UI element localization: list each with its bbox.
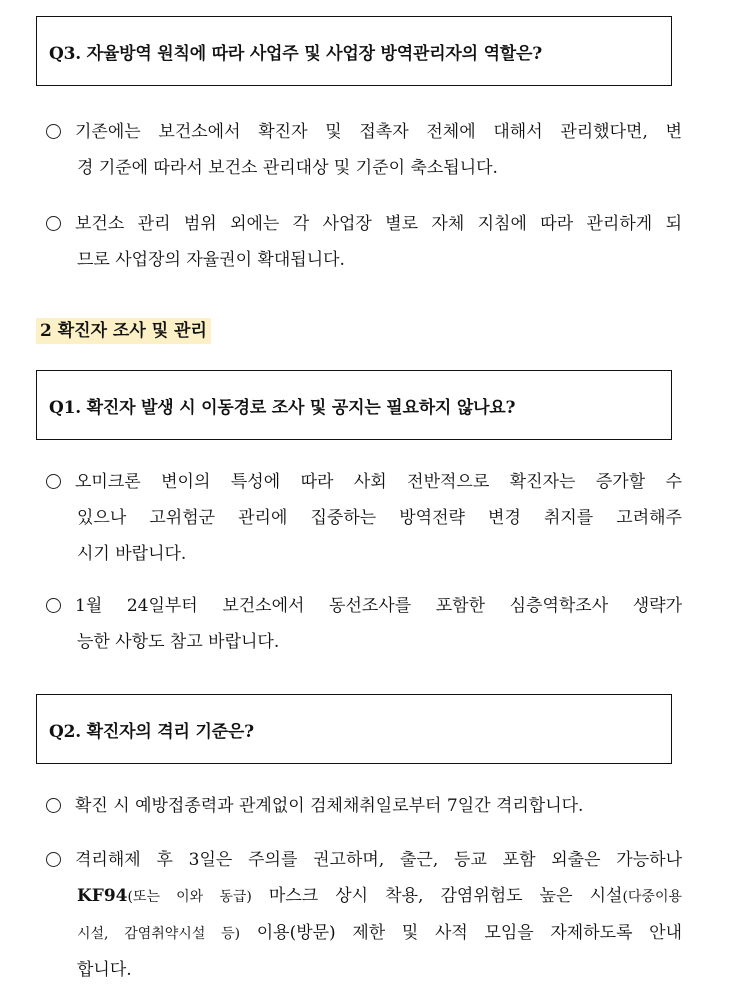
question-box-q1: [36, 370, 672, 440]
answer-text-small: 시설, 감염취약시설 등): [77, 926, 241, 942]
list-item: [46, 464, 682, 572]
list-item: [46, 206, 682, 278]
answer-text-small: (또는 이와 동급): [127, 889, 252, 905]
list-item: [46, 588, 682, 660]
answer-text: 이용(방문) 제한 및 사적 모임을 자제하도록 안내: [240, 923, 683, 943]
answer-text: 1월 24일부터 보건소에서 동선조사를 포함한 심층역학조사 생략가: [75, 596, 682, 616]
answer-line: [46, 878, 682, 915]
list-item: [46, 788, 682, 824]
list-item: [46, 114, 682, 186]
section-heading: [36, 318, 211, 344]
question-box-q3: [36, 16, 672, 86]
circle-bullet-icon: [46, 216, 61, 231]
question-q3: Q3. 자율방역 원칙에 따라 사업주 및 사업장 방역관리자의 역할은?: [49, 43, 543, 64]
question-q1: Q1. 확진자 발생 시 이동경로 조사 및 공지는 필요하지 않나요?: [49, 397, 516, 418]
answer-text-small: (다중이용: [622, 889, 682, 905]
circle-bullet-icon: [46, 598, 61, 613]
answer-text: 합니다.: [77, 960, 132, 980]
answer-text: 있으나 고위험군 관리에 집중하는 방역전략 변경 취지를 고려해주: [77, 508, 682, 528]
list-item: [46, 842, 682, 988]
answer-text: 므로 사업장의 자율권이 확대됩니다.: [77, 250, 345, 270]
question-box-q2: [36, 694, 672, 764]
mask-grade-text: KF94: [77, 886, 128, 906]
circle-bullet-icon: [46, 798, 61, 813]
circle-bullet-icon: [46, 852, 61, 867]
answer-text: 격리해제 후 3일은 주의를 권고하며, 출근, 등교 포함 외출은 가능하나: [75, 850, 682, 870]
answer-line: [46, 915, 682, 952]
answer-text: 경 기준에 따라서 보건소 관리대상 및 기준이 축소됩니다.: [77, 158, 498, 178]
answer-text: 보건소 관리 범위 외에는 각 사업장 별로 자체 지침에 따라 관리하게 되: [75, 214, 682, 234]
answer-text: 오미크론 변이의 특성에 따라 사회 전반적으로 확진자는 증가할 수: [75, 472, 682, 492]
circle-bullet-icon: [46, 124, 61, 139]
section-title: 2 확진자 조사 및 관리: [40, 321, 207, 341]
answer-text: 능한 사항도 참고 바랍니다.: [77, 632, 280, 652]
answer-text: 기존에는 보건소에서 확진자 및 접촉자 전체에 대해서 관리했다면, 변: [75, 122, 682, 142]
circle-bullet-icon: [46, 474, 61, 489]
answer-text: 마스크 상시 착용, 감염위험도 높은 시설: [251, 886, 623, 906]
answer-text: 확진 시 예방접종력과 관계없이 검체채취일로부터 7일간 격리합니다.: [75, 796, 584, 816]
answer-text: 시기 바랍니다.: [77, 544, 187, 564]
question-q2: Q2. 확진자의 격리 기준은?: [49, 721, 254, 742]
